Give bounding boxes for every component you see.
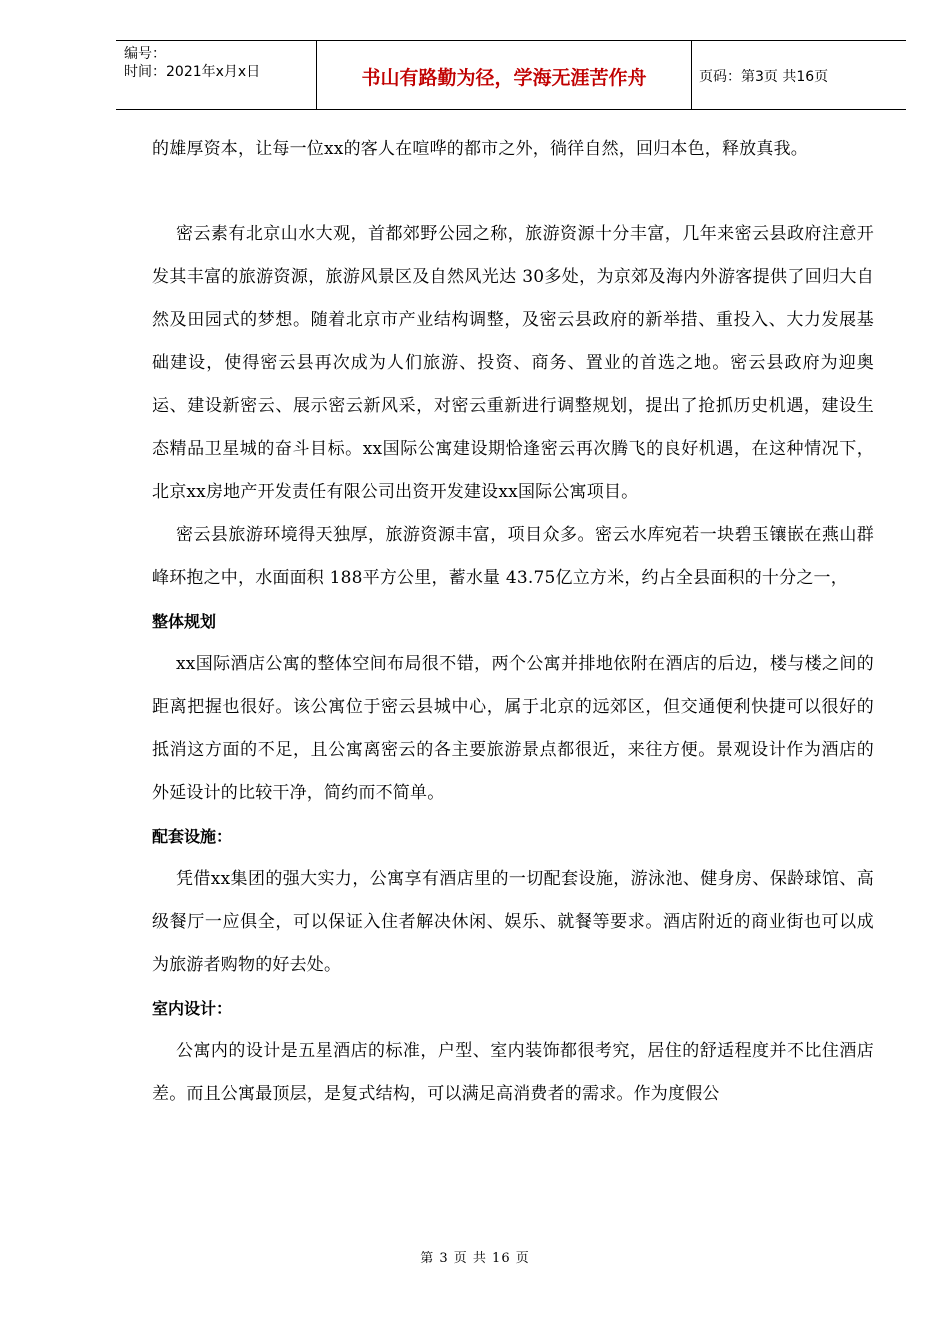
section-heading-interior-design: 室内设计： — [152, 999, 233, 1018]
serial-number-label: 编号： — [124, 46, 166, 62]
page-footer: 第 3 页 共 16 页 — [420, 1251, 530, 1266]
paragraph-6: 公寓内的设计是五星酒店的标准，户型、室内装饰都很考究，居住的舒适程度并不比住酒店差。而且公寓最顶层，是复式结构，可以满足高消费者的需求。作为度假公 — [152, 1041, 874, 1104]
paragraph-1: 的雄厚资本，让每一位xx的客人在喧哗的都市之外，徜徉自然，回归本色，释放真我。 — [152, 139, 808, 159]
paragraph-3: 密云县旅游环境得天独厚，旅游资源丰富，项目众多。密云水库宛若一块碧玉镶嵌在燕山群峰环抱之中，水面面积 188平方公里，蓄水量 43.75亿立方米，约占全县面积的十分之一， — [152, 525, 874, 588]
section-heading-facilities: 配套设施： — [152, 827, 233, 846]
page-header — [116, 40, 906, 110]
header-motto-cell — [316, 41, 692, 109]
page-number-label: 页码：第3页 共16页 — [699, 69, 829, 85]
paragraph-gap — [152, 171, 874, 213]
header-meta-cell — [116, 41, 316, 109]
header-page-cell — [691, 41, 906, 109]
date-label: 时间：2021年x月x日 — [124, 64, 261, 80]
document-body — [152, 128, 874, 1116]
section-heading-overall-planning: 整体规划 — [152, 612, 217, 631]
paragraph-4: xx国际酒店公寓的整体空间布局很不错，两个公寓并排地依附在酒店的后边，楼与楼之间的距离把握也很好。该公寓位于密云县城中心，属于北京的远郊区，但交通便利快捷可以很好的抵消这方面的不足，且公寓离密云的各主要旅游景点都很近，来往方便。景观设计作为酒店的外延设计的比较干净，简约而不简单。 — [152, 654, 874, 803]
paragraph-5: 凭借xx集团的强大实力，公寓享有酒店里的一切配套设施，游泳池、健身房、保龄球馆、高级餐厅一应俱全，可以保证入住者解决休闲、娱乐、就餐等要求。酒店附近的商业街也可以成为旅游者购物的好去处。 — [152, 869, 874, 975]
motto-text: 书山有路勤为径，学海无涯苦作舟 — [361, 67, 647, 89]
paragraph-2: 密云素有北京山水大观，首都郊野公园之称，旅游资源十分丰富，几年来密云县政府注意开发其丰富的旅游资源，旅游风景区及自然风光达 30多处，为京郊及海内外游客提供了回归大自然及田园式的梦想。随着北京市产业结构调整，及密云县政府的新举措、重投入、大力发展基础建设，使得密云县再次成为人们旅游、投资、商务、置业的首选之地。密云县政府为迎奥运、建设新密云、展示密云新风采，对密云重新进行调整规划，提出了抢抓历史机遇，建设生态精品卫星城的奋斗目标。xx国际公寓建设期恰逢密云再次腾飞的良好机遇，在这种情况下，北京xx房地产开发责任有限公司出资开发建设xx国际公寓项目。 — [152, 224, 874, 502]
